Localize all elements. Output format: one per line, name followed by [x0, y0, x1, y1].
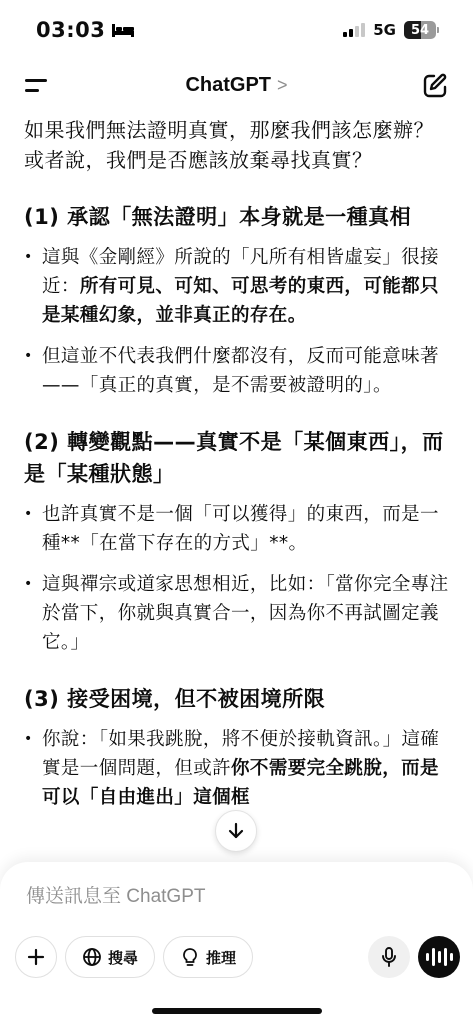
signal-strength-icon: [343, 23, 365, 37]
lightbulb-icon: [180, 947, 200, 967]
chat-transcript[interactable]: [0, 110, 473, 870]
sleep-focus-icon: [111, 22, 135, 38]
list-item: • 但這並不代表我們什麼都沒有，反而可能意味著——「真正的真實，是不需要被證明的」。: [24, 342, 449, 400]
new-chat-icon[interactable]: [421, 72, 449, 100]
section-heading-3: (3) 接受困境，但不被困境所限: [24, 687, 326, 711]
signal-bar: [361, 23, 365, 37]
list-item: • 你說：「如果我跳脫，將不便於接軌資訊。」這確實是一個問題，但或許你不需要完全跳脫，而是可以「自由進出」這個框: [24, 725, 449, 812]
message-input[interactable]: [26, 882, 426, 912]
clock: 03:03: [36, 18, 106, 42]
hamburger-icon[interactable]: [22, 74, 52, 98]
list-item: • 這與禪宗或道家思想相近，比如：「當你完全專注於當下，你就與真實合一，因為你不再試圖定義它。」: [24, 570, 449, 657]
arrow-down-icon: [226, 821, 246, 841]
status-indicators: [343, 21, 439, 39]
signal-bar: [343, 32, 347, 37]
list-item: • 這與《金剛經》所說的「凡所有相皆虛妄」很接近：所有可見、可知、可思考的東西，可能都只是某種幻象，並非真正的存在。: [24, 243, 449, 330]
battery-percent: 54: [410, 22, 430, 38]
network-type: 5G: [373, 21, 396, 39]
intro-line-2: 或者說，我們是否應該放棄尋找真實？: [24, 148, 373, 172]
reason-button[interactable]: [163, 936, 253, 978]
voice-mode-button[interactable]: [418, 936, 460, 978]
bullet-list-3: [24, 725, 449, 812]
dictate-button[interactable]: [368, 936, 410, 978]
chevron-right-icon: >: [277, 74, 288, 95]
attach-button[interactable]: [15, 936, 57, 978]
battery-icon: [404, 21, 439, 39]
section-heading-1: (1) 承認「無法證明」本身就是一種真相: [24, 205, 412, 229]
reason-label: 推理: [205, 948, 236, 967]
signal-bar: [349, 29, 353, 37]
app-title: ChatGPT: [185, 73, 272, 96]
scroll-to-bottom-button[interactable]: [215, 810, 257, 852]
composer: [0, 862, 473, 1024]
search-label: 搜尋: [107, 948, 138, 967]
plus-icon: [26, 947, 46, 967]
home-indicator: [152, 1008, 322, 1014]
list-item: • 也許真實不是一個「可以獲得」的東西，而是一種**「在當下存在的方式」**。: [24, 500, 449, 558]
globe-icon: [82, 947, 102, 967]
bullet-list-1: [24, 243, 449, 400]
status-bar: [0, 0, 473, 60]
section-heading-2: (2) 轉變觀點——真實不是「某個東西」，而是「某種狀態」: [24, 430, 444, 486]
intro-line-1: 如果我們無法證明真實，那麼我們該怎麼辦？: [24, 118, 434, 142]
intro-paragraph: [24, 115, 449, 175]
search-button[interactable]: [65, 936, 155, 978]
status-time: [36, 18, 135, 42]
bullet-list-2: [24, 500, 449, 657]
app-header: [0, 60, 473, 110]
microphone-icon: [379, 946, 399, 968]
signal-bar: [355, 26, 359, 37]
waveform-icon: [426, 953, 429, 961]
model-selector[interactable]: [185, 74, 287, 97]
